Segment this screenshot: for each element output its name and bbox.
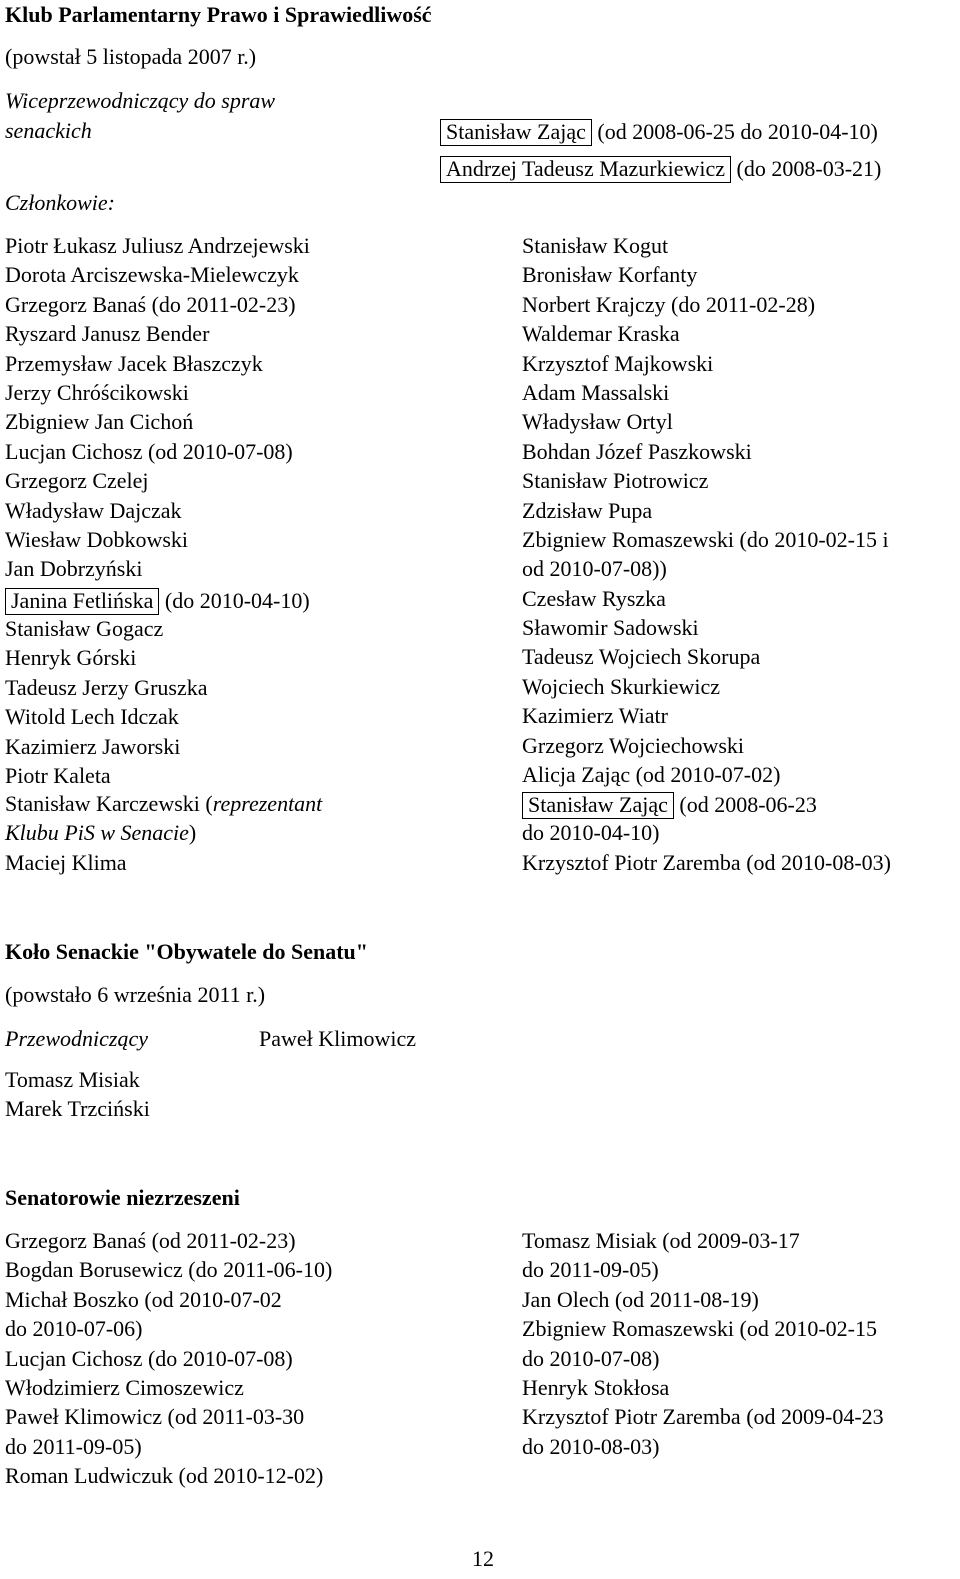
list-item: Władysław Ortyl — [522, 409, 673, 435]
list-item: Kazimierz Wiatr — [522, 703, 668, 729]
list-item: Wiesław Dobkowski — [5, 526, 189, 552]
club-title: Klub Parlamentarny Prawo i Sprawiedliwość — [5, 2, 432, 27]
list-item: Lucjan Cichosz (do 2010-07-08) — [5, 1345, 293, 1371]
list-item: Bogdan Borusewicz (do 2011-06-10) — [5, 1257, 333, 1283]
list-item: Waldemar Kraska — [522, 321, 680, 347]
list-item: Bronisław Korfanty — [522, 262, 698, 288]
vice-chair-2-note: (do 2008-03-21) — [736, 156, 882, 181]
member-fetlinska-name: Janina Fetlińska — [5, 588, 159, 615]
list-item: do 2010-07-06) — [5, 1316, 143, 1342]
independent-left — [5, 1230, 332, 1495]
member-zajac-name: Stanisław Zając — [522, 792, 674, 819]
list-item: Tadeusz Wojciech Skorupa — [522, 644, 761, 670]
list-item: do 2011-09-05) — [5, 1433, 142, 1459]
list-item: Jan Dobrzyński — [5, 556, 143, 582]
member-karczewski-role-2: Klubu PiS w Senacie — [5, 820, 189, 845]
list-item: Alicja Zając (od 2010-07-02) — [522, 762, 781, 788]
list-item: Dorota Arciszewska-Mielewczyk — [5, 262, 299, 288]
list-item: Jan Olech (od 2011-08-19) — [522, 1286, 759, 1312]
list-item: Włodzimierz Cimoszewicz — [5, 1374, 244, 1400]
member-fetlinska — [11, 588, 310, 615]
list-item: Henryk Stokłosa — [522, 1374, 670, 1400]
list-item: Stanisław Kogut — [522, 233, 669, 258]
list-item: Wojciech Skurkiewicz — [522, 673, 720, 699]
member-zajac-note-2: do 2010-04-10) — [522, 820, 660, 845]
club-members-right — [522, 235, 889, 793]
list-item: Ryszard Janusz Bender — [5, 321, 210, 347]
list-item: Tomasz Misiak (od 2009-03-17 — [522, 1228, 800, 1253]
club-members-left-2 — [5, 618, 207, 794]
kolo-founded: (powstało 6 września 2011 r.) — [5, 982, 266, 1007]
list-item: do 2011-09-05) — [522, 1257, 659, 1283]
page-number: 12 — [472, 1546, 494, 1571]
list-item: Adam Massalski — [522, 379, 670, 405]
list-item: Grzegorz Czelej — [5, 468, 149, 494]
member-zajac-note: (od 2008-06-23 — [679, 792, 817, 817]
kolo-members — [5, 1069, 150, 1128]
list-item: Krzysztof Majkowski — [522, 350, 714, 376]
vice-chair-1 — [446, 119, 878, 146]
member-zaremba: Krzysztof Piotr Zaremba (od 2010-08-03) — [522, 850, 892, 875]
member-karczewski-close: ) — [188, 820, 197, 845]
member-fetlinska-note: (do 2010-04-10) — [164, 588, 310, 613]
list-item: Henryk Górski — [5, 645, 137, 671]
list-item: Grzegorz Banaś (od 2011-02-23) — [5, 1228, 296, 1253]
list-item: do 2010-07-08) — [522, 1345, 660, 1371]
vice-chair-2-name: Andrzej Tadeusz Mazurkiewicz — [440, 156, 731, 183]
list-item: Grzegorz Banaś (do 2011-02-23) — [5, 291, 296, 317]
list-item: Paweł Klimowicz (od 2011-03-30 — [5, 1404, 305, 1430]
list-item: Czesław Ryszka — [522, 585, 666, 611]
list-item: Stanisław Piotrowicz — [522, 468, 709, 494]
list-item: Zbigniew Jan Cichoń — [5, 409, 194, 435]
list-item: Witold Lech Idczak — [5, 704, 179, 730]
list-item: Piotr Łukasz Juliusz Andrzejewski — [5, 233, 310, 258]
list-item: Jerzy Chróścikowski — [5, 379, 189, 405]
list-item: Przemysław Jacek Błaszczyk — [5, 350, 263, 376]
club-founded: (powstał 5 listopada 2007 r.) — [5, 44, 257, 69]
list-item: Sławomir Sadowski — [522, 615, 699, 641]
list-item: Zbigniew Romaszewski (do 2010-02-15 i — [522, 526, 889, 552]
list-item: Zdzisław Pupa — [522, 497, 653, 523]
list-item: Stanisław Gogacz — [5, 616, 164, 641]
list-item: Michał Boszko (od 2010-07-02 — [5, 1286, 282, 1312]
list-item: Zbigniew Romaszewski (od 2010-02-15 — [522, 1316, 877, 1342]
list-item: od 2010-07-08)) — [522, 556, 667, 582]
member-karczewski-name: Stanisław Karczewski ( — [5, 791, 213, 816]
list-item: Tomasz Misiak — [5, 1067, 140, 1092]
vice-label-line2: senackich — [5, 118, 92, 143]
list-item: Kazimierz Jaworski — [5, 733, 181, 759]
list-item: Marek Trzciński — [5, 1096, 150, 1122]
member-zajac — [528, 792, 817, 819]
list-item: Lucjan Cichosz (od 2010-07-08) — [5, 438, 293, 464]
list-item: Krzysztof Piotr Zaremba (od 2009-04-23 — [522, 1404, 884, 1430]
list-item: Roman Ludwiczuk (od 2010-12-02) — [5, 1463, 324, 1489]
members-label: Członkowie: — [5, 190, 115, 215]
vice-chair-1-note: (od 2008-06-25 do 2010-04-10) — [597, 119, 878, 144]
kolo-chair-label: Przewodniczący — [5, 1026, 148, 1051]
club-members-left — [5, 235, 310, 588]
list-item: Piotr Kaleta — [5, 762, 111, 788]
kolo-title: Koło Senackie "Obywatele do Senatu" — [5, 939, 368, 964]
list-item: Władysław Dajczak — [5, 497, 182, 523]
independent-title: Senatorowie niezrzeszeni — [5, 1185, 240, 1210]
list-item: do 2010-08-03) — [522, 1433, 660, 1459]
member-klima: Maciej Klima — [5, 850, 127, 875]
member-karczewski-line2 — [5, 822, 196, 844]
independent-right — [522, 1230, 884, 1465]
member-karczewski — [5, 793, 322, 815]
member-karczewski-role: reprezentant — [212, 791, 323, 816]
list-item: Tadeusz Jerzy Gruszka — [5, 674, 208, 700]
list-item: Norbert Krajczy (do 2011-02-28) — [522, 291, 816, 317]
vice-label-line1: Wiceprzewodniczący do spraw — [5, 88, 276, 113]
list-item: Bohdan Józef Paszkowski — [522, 438, 752, 464]
kolo-chair-name: Paweł Klimowicz — [259, 1026, 417, 1051]
vice-chair-1-name: Stanisław Zając — [440, 119, 592, 146]
vice-chair-2 — [446, 156, 881, 183]
list-item: Grzegorz Wojciechowski — [522, 732, 745, 758]
